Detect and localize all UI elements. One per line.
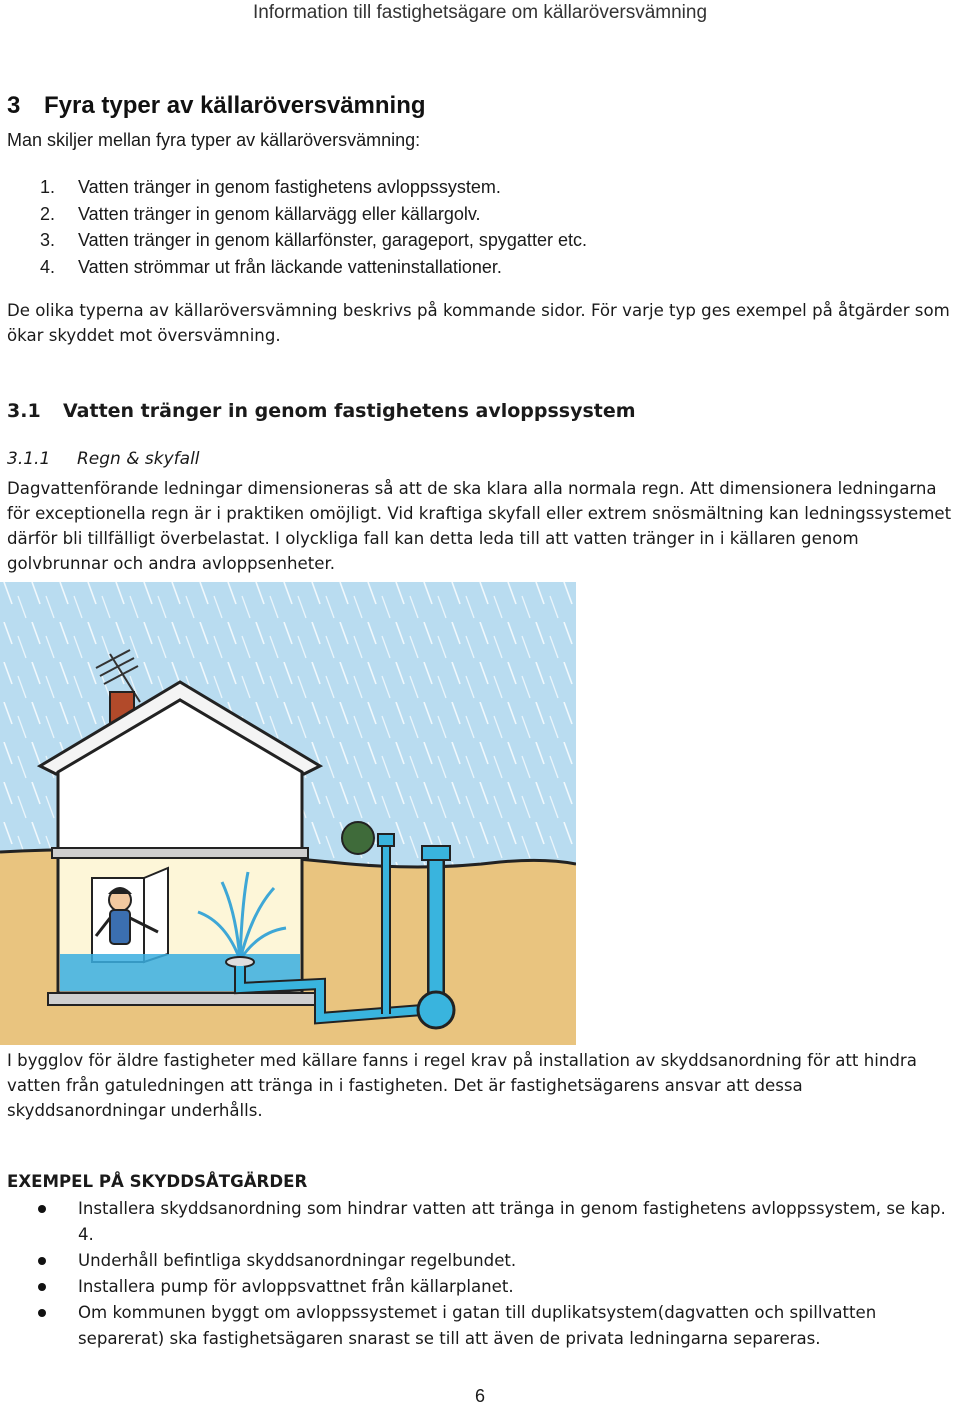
section-number: 3 (7, 92, 21, 119)
list-item-number: 2. (40, 203, 56, 224)
list-item (7, 201, 587, 228)
list-item-text: Vatten tränger in genom källarvägg eller källargolv. (78, 203, 481, 224)
list-item-text: Vatten tränger in genom källarfönster, garageport, spygatter etc. (78, 230, 587, 250)
examples-list (7, 1196, 960, 1352)
list-item (7, 1196, 960, 1248)
list-item (7, 174, 587, 201)
subsubsection-number: 3.1.1 (7, 449, 51, 469)
subsubsection-heading (7, 446, 200, 472)
subsection-number: 3.1 (7, 400, 41, 422)
list-item-number: 3. (40, 230, 56, 250)
list-item-text: Om kommunen byggt om avloppssystemet i gatan till duplikatsystem(dagvatten och spillvatten separerat) ska fastighetsägaren snarast se till att även de privata ledningarna separeras. (78, 1303, 877, 1348)
flood-illustration (0, 582, 576, 1045)
subsection-heading (7, 397, 636, 425)
list-item (7, 1274, 960, 1300)
bullet-icon (38, 1205, 46, 1213)
list-item-text: Installera pump för avloppsvattnet från källarplanet. (78, 1277, 514, 1296)
list-item-text: Vatten tränger in genom fastighetens avloppssystem. (78, 177, 501, 197)
examples-heading: EXEMPEL PÅ SKYDDSÅTGÄRDER (7, 1172, 308, 1191)
list-item-number: 4. (40, 256, 56, 277)
list-item-text: Installera skyddsanordning som hindrar vatten att tränga in genom fastighetens avloppssystem, se kap. 4. (78, 1199, 946, 1244)
flood-types-list (7, 174, 587, 280)
section-title: Fyra typer av källaröversvämning (44, 92, 426, 119)
running-header: Information till fastighetsägare om källaröversvämning (252, 2, 708, 23)
permit-paragraph: I bygglov för äldre fastigheter med källare fanns i regel krav på installation av skyddsanordning för att hindra vatten från gatuledningen att tränga in i fastigheten. Det är fastighetsägarens ansvar att dessa skyddsanordningar underhålls. (7, 1051, 917, 1120)
subsection-title: Vatten tränger in genom fastighetens avloppssystem (63, 400, 636, 422)
bullet-icon (38, 1257, 46, 1265)
bullet-icon (38, 1309, 46, 1317)
subsubsection-title: Regn & skyfall (77, 449, 200, 469)
list-item-text: Underhåll befintliga skyddsanordningar regelbundet. (78, 1251, 517, 1270)
list-item-text: Vatten strömmar ut från läckande vatteninstallationer. (78, 256, 502, 277)
intro-paragraph: Man skiljer mellan fyra typer av källaröversvämning: (7, 130, 421, 150)
types-description-paragraph: De olika typerna av källaröversvämning beskrivs på kommande sidor. För varje typ ges exempel på åtgärder som ökar skyddet mot översvämning. (7, 301, 950, 345)
list-item (7, 1300, 960, 1352)
section-heading (7, 90, 426, 122)
bullet-icon (38, 1283, 46, 1291)
page-number: 6 (474, 1386, 485, 1406)
list-item (7, 1248, 960, 1274)
rain-paragraph: Dagvattenförande ledningar dimensioneras så att de ska klara alla normala regn. Att dimensionera ledningarna för exceptionella regn är i praktiken omöjligt. Vid kraftiga skyfall eller extrem snösmältning kan ledningssystemet därför bli tillfälligt överbelastat. I olyckliga fall kan detta leda till att vatten tränger in i källaren genom golvbrunnar och andra avloppsenheter. (7, 479, 952, 573)
list-item (7, 254, 587, 281)
bush (342, 822, 374, 854)
list-item-number: 1. (40, 177, 56, 197)
list-item (7, 227, 587, 254)
